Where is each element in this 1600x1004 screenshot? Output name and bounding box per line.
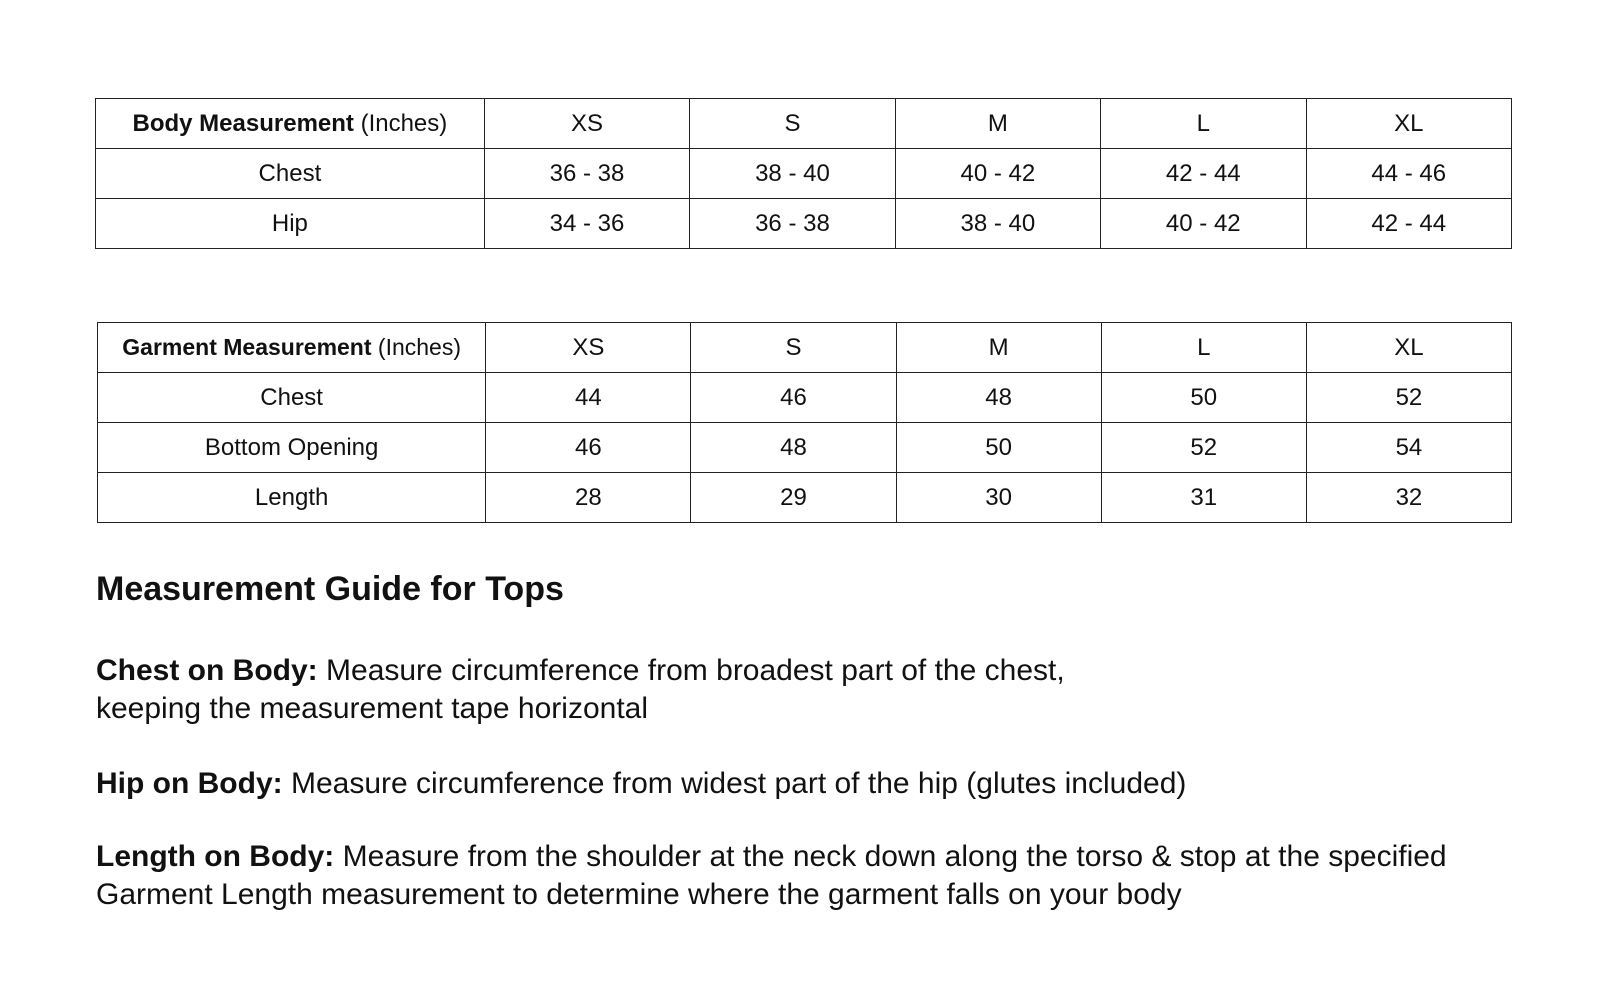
row-label: Chest <box>98 373 486 423</box>
guide-item-length <box>96 838 1596 914</box>
table-cell: 48 <box>691 423 896 473</box>
size-header-l: L <box>1101 99 1306 149</box>
table-cell: 28 <box>486 473 691 523</box>
table-row <box>98 373 1512 423</box>
table-cell: 38 - 40 <box>690 149 895 199</box>
table-cell: 44 <box>486 373 691 423</box>
header-unit: (Inches) <box>360 109 448 137</box>
row-label: Bottom Opening <box>98 423 486 473</box>
size-header-m: M <box>896 323 1101 373</box>
table-cell: 46 <box>486 423 691 473</box>
body-measurement-table <box>95 98 1512 249</box>
table-header-row <box>96 99 1512 149</box>
table-row <box>96 149 1512 199</box>
row-label: Length <box>98 473 486 523</box>
table-cell: 40 - 42 <box>1101 199 1306 249</box>
table-row <box>98 423 1512 473</box>
table-cell: 46 <box>691 373 896 423</box>
size-header-xs: XS <box>484 99 689 149</box>
guide-line <box>96 765 1596 803</box>
table-cell: 36 - 38 <box>484 149 689 199</box>
guide-term: Length on Body: <box>96 840 335 873</box>
table-header-label <box>96 99 485 149</box>
size-header-xl: XL <box>1306 323 1511 373</box>
table-cell: 30 <box>896 473 1101 523</box>
guide-item-hip <box>96 765 1596 803</box>
table-header-label <box>98 323 486 373</box>
guide-text: Measure circumference from broadest part of the chest, <box>326 654 1065 687</box>
table-cell: 54 <box>1306 423 1511 473</box>
table-cell: 50 <box>1101 373 1306 423</box>
size-header-m: M <box>895 99 1100 149</box>
size-header-s: S <box>691 323 896 373</box>
guide-text: Measure circumference from widest part of the hip (glutes included) <box>290 767 1187 800</box>
table-header-row <box>98 323 1512 373</box>
table-cell: 31 <box>1101 473 1306 523</box>
size-header-xl: XL <box>1306 99 1512 149</box>
table-cell: 34 - 36 <box>484 199 689 249</box>
guide-item-chest <box>96 652 1596 728</box>
header-title: Garment Measurement <box>122 334 372 360</box>
table-row <box>98 473 1512 523</box>
size-header-s: S <box>690 99 895 149</box>
header-title: Body Measurement <box>132 109 354 137</box>
size-header-l: L <box>1101 323 1306 373</box>
table-cell: 32 <box>1306 473 1511 523</box>
table-cell: 50 <box>896 423 1101 473</box>
size-header-xs: XS <box>486 323 691 373</box>
table-cell: 52 <box>1101 423 1306 473</box>
guide-text: Garment Length measurement to determine where the garment falls on your body <box>96 878 1182 911</box>
guide-term: Hip on Body: <box>96 767 283 800</box>
guide-text: Measure from the shoulder at the neck down along the torso & stop at the specified <box>342 840 1447 873</box>
table-cell: 42 - 44 <box>1306 199 1512 249</box>
garment-measurement-table <box>97 322 1512 523</box>
guide-line <box>96 652 1596 690</box>
row-label: Hip <box>96 199 485 249</box>
table-cell: 42 - 44 <box>1101 149 1306 199</box>
table-cell: 38 - 40 <box>895 199 1100 249</box>
header-unit: (Inches) <box>377 334 461 360</box>
row-label: Chest <box>96 149 485 199</box>
table-cell: 48 <box>896 373 1101 423</box>
table-cell: 36 - 38 <box>690 199 895 249</box>
table-row <box>96 199 1512 249</box>
guide-term: Chest on Body: <box>96 654 318 687</box>
guide-line <box>96 838 1596 876</box>
guide-title: Measurement Guide for Tops <box>96 570 564 608</box>
table-cell: 29 <box>691 473 896 523</box>
table-cell: 40 - 42 <box>895 149 1100 199</box>
table-cell: 44 - 46 <box>1306 149 1512 199</box>
guide-text: keeping the measurement tape horizontal <box>96 692 649 725</box>
table-cell: 52 <box>1306 373 1511 423</box>
